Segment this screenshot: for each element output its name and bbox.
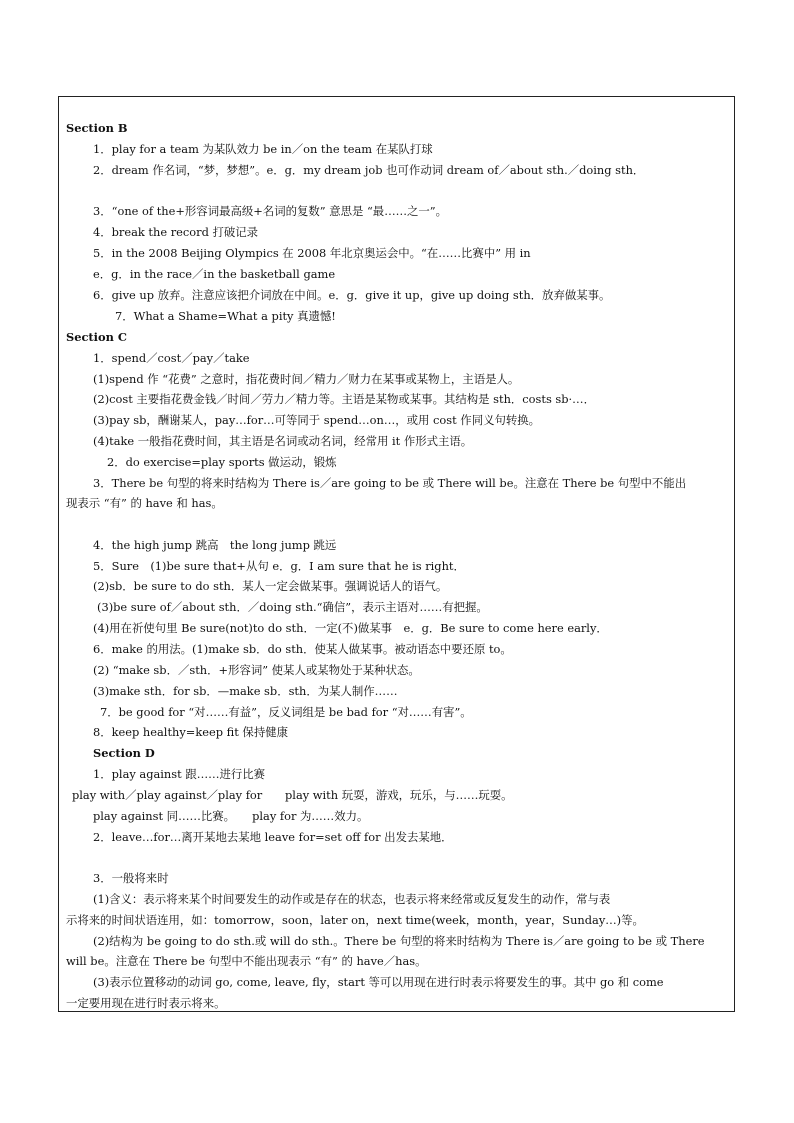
note-line: will be。注意在 There be 句型中不能出现表示 “有” 的 have／has。 xyxy=(66,954,427,968)
note-line: (4)用在祈使句里 Be sure(not)to do sth．一定(不)做某事 e．g．Be sure to come here early． xyxy=(93,621,608,635)
section-b-heading: Section B xyxy=(66,121,128,135)
note-line: 7．be good for “对……有益”，反义词组是 be bad for “对……有害”。 xyxy=(100,705,472,719)
note-line: (3)表示位置移动的动词 go, come, leave, fly，start 等可以用现在进行时表示将要发生的事。其中 go 和 come xyxy=(93,975,664,989)
note-line: (2)结构为 be going to do sth.或 will do sth.。There be 句型的将来时结构为 There is／are going to be 或 There xyxy=(93,934,705,948)
note-line: (3)pay sb，酬谢某人，pay…for…可等同于 spend…on…，或用 cost 作同义句转换。 xyxy=(93,413,541,427)
note-line: 3．“one of the+形容词最高级+名词的复数” 意思是 “最……之一”。 xyxy=(93,204,447,218)
note-line: 现表示 “有” 的 have 和 has。 xyxy=(66,496,223,510)
note-line: play against 同……比赛。 play for 为……效力。 xyxy=(93,809,369,823)
note-line: 3．一般将来时 xyxy=(93,871,169,885)
note-line: 1．play against 跟……进行比赛 xyxy=(93,767,266,781)
note-line: 6．make 的用法。(1)make sb．do sth．使某人做某事。被动语态中要还原 to。 xyxy=(93,642,512,656)
note-line: (1)含义：表示将来某个时间要发生的动作或是存在的状态，也表示将来经常或反复发生的动作，常与表 xyxy=(93,892,611,906)
note-line: (1)spend 作 “花费” 之意时，指花费时间／精力／财力在某事或某物上，主语是人。 xyxy=(93,372,520,386)
note-line: 4．the high jump 跳高 the long jump 跳远 xyxy=(93,538,337,552)
note-line: 6．give up 放弃。注意应该把介词放在中间。e．g．give it up，give up doing sth．放弃做某事。 xyxy=(93,288,611,302)
note-line: (2)cost 主要指花费金钱／时间／劳力／精力等。主语是某物或某事。其结构是 sth．costs sb·…． xyxy=(93,392,595,406)
note-line: (3)be sure of／about sth．／doing sth.“确信”，表示主语对……有把握。 xyxy=(97,600,488,614)
note-line: (4)take 一般指花费时间，其主语是名词或动名词，经常用 it 作形式主语。 xyxy=(93,434,473,448)
note-line: 2．leave…for…离开某地去某地 leave for=set off for 出发去某地． xyxy=(93,830,453,844)
note-line: 1．spend／cost／pay／take xyxy=(93,351,250,365)
note-line: 5．in the 2008 Beijing Olympics 在 2008 年北京奥运会中。“在……比赛中” 用 in xyxy=(93,246,531,260)
note-line: (2)sb．be sure to do sth．某人一定会做某事。强调说话人的语气。 xyxy=(93,579,448,593)
section-c-heading: Section C xyxy=(66,330,127,344)
note-line: 示将来的时间状语连用，如：tomorrow，soon，later on，next time(week，month，year，Sunday…)等。 xyxy=(66,913,644,927)
note-line: 2．dream 作名词，“梦，梦想”。e．g．my dream job 也可作动词 dream of／about sth.／doing sth． xyxy=(93,163,645,177)
note-line: 一定要用现在进行时表示将来。 xyxy=(66,996,226,1010)
note-line: 7．What a Shame=What a pity 真遗憾! xyxy=(115,309,336,323)
note-line: 3．There be 句型的将来时结构为 There is／are going to be 或 There will be。注意在 There be 句型中不能出 xyxy=(93,476,687,490)
note-line: e．g．in the race／in the basketball game xyxy=(93,267,336,281)
note-line: (3)make sth．for sb．—make sb．sth．为某人制作…… xyxy=(93,684,398,698)
note-line: play with／play against／play for play with 玩耍，游戏，玩乐，与……玩耍。 xyxy=(72,788,513,802)
note-line: 5．Sure (1)be sure that+从句 e．g．I am sure that he is right． xyxy=(93,559,465,573)
section-d-heading: Section D xyxy=(93,746,155,760)
note-line: 8．keep healthy=keep fit 保持健康 xyxy=(93,725,288,739)
note-line: 1．play for a team 为某队效力 be in／on the team 在某队打球 xyxy=(93,142,433,156)
note-line: 2．do exercise=play sports 做运动，锻炼 xyxy=(107,455,337,469)
note-line: (2) “make sb．／sth．+形容词” 使某人或某物处于某种状态。 xyxy=(93,663,420,677)
note-line: 4．break the record 打破记录 xyxy=(93,225,259,239)
